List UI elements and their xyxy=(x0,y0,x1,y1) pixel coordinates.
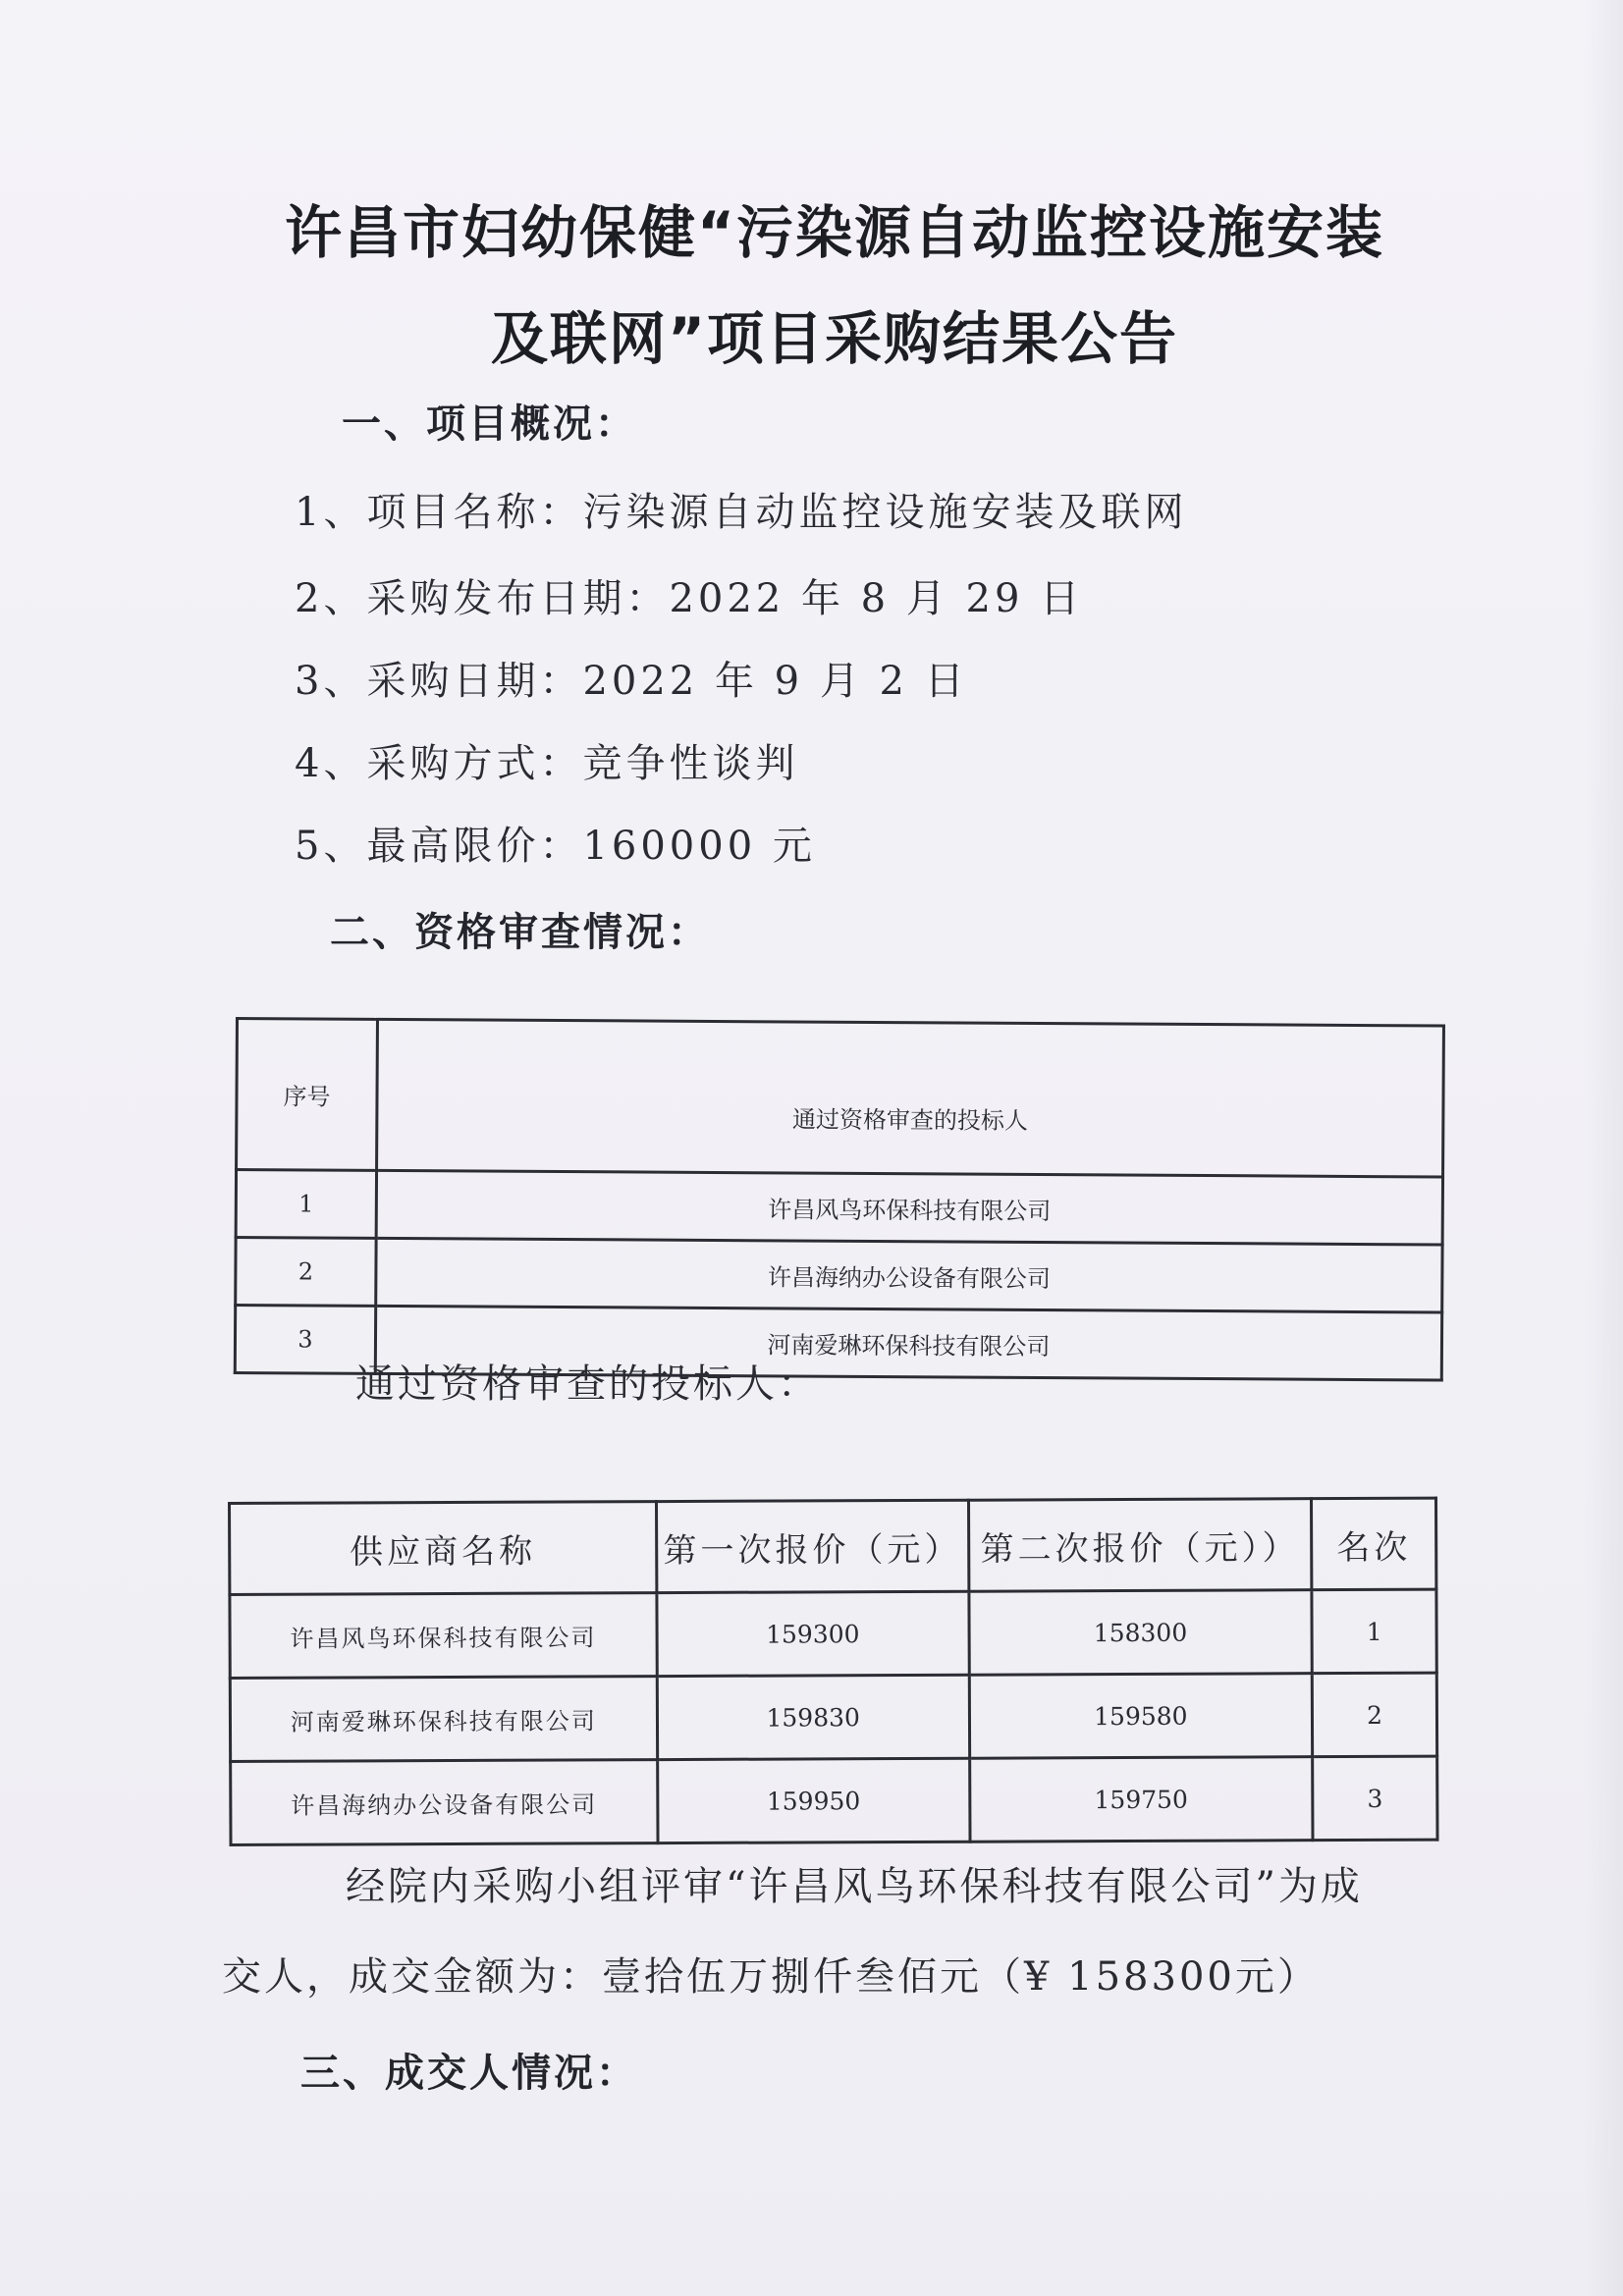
result-line-2: 交人，成交金额为：壹拾伍万捌仟叁佰元（¥ 158300元） xyxy=(222,1954,1320,2000)
scan-edge-shadow xyxy=(1584,0,1623,2296)
price-col-rank: 名次 xyxy=(1312,1498,1436,1590)
document-title-line-2: 及联网”项目采购结果公告 xyxy=(490,305,1179,372)
document-title-line-1: 许昌市妇幼保健“污染源自动监控设施安装 xyxy=(284,199,1385,266)
row-bidder: 许昌海纳办公设备有限公司 xyxy=(376,1238,1442,1312)
table-row xyxy=(231,1756,1437,1844)
price-table xyxy=(228,1497,1439,1846)
first-bid: 159830 xyxy=(657,1675,969,1759)
overview-item-purchase-date: 3、采购日期：2022 年 9 月 2 日 xyxy=(295,659,968,704)
qualified-bidders-caption: 通过资格审查的投标人： xyxy=(355,1362,820,1407)
table-row xyxy=(230,1673,1436,1761)
price-table-header xyxy=(230,1498,1436,1594)
overview-item-publish-date: 2、采购发布日期：2022 年 8 月 29 日 xyxy=(295,576,1084,621)
qualification-table xyxy=(234,1017,1445,1382)
first-bid: 159950 xyxy=(657,1758,969,1842)
second-bid: 159750 xyxy=(969,1757,1313,1842)
row-index: 3 xyxy=(235,1306,375,1374)
table-row xyxy=(236,1238,1442,1313)
table-row xyxy=(236,1170,1442,1246)
section-3-heading: 三、成交人情况： xyxy=(300,2051,638,2096)
table-row xyxy=(230,1589,1436,1678)
rank: 2 xyxy=(1312,1673,1436,1757)
supplier-name: 许昌海纳办公设备有限公司 xyxy=(231,1760,658,1845)
row-bidder: 河南爱琳环保科技有限公司 xyxy=(375,1306,1441,1380)
price-col-first-bid: 第一次报价（元） xyxy=(656,1500,968,1592)
price-col-supplier: 供应商名称 xyxy=(230,1502,657,1595)
result-line-1: 经院内采购小组评审“许昌风鸟环保科技有限公司”为成 xyxy=(346,1864,1363,1909)
section-1-heading: 一、项目概况： xyxy=(342,401,637,447)
supplier-name: 河南爱琳环保科技有限公司 xyxy=(230,1677,657,1762)
second-bid: 158300 xyxy=(969,1590,1313,1676)
qualification-table-header xyxy=(237,1019,1444,1178)
overview-item-max-price: 5、最高限价：160000 元 xyxy=(295,824,816,869)
qualification-col-index: 序号 xyxy=(237,1019,378,1171)
price-col-second-bid: 第二次报价（元）） xyxy=(968,1499,1312,1592)
supplier-name: 许昌风鸟环保科技有限公司 xyxy=(230,1593,657,1679)
row-bidder: 许昌风鸟环保科技有限公司 xyxy=(376,1170,1442,1245)
second-bid: 159580 xyxy=(969,1674,1313,1759)
row-index: 1 xyxy=(236,1170,376,1239)
overview-item-name: 1、项目名称：污染源自动监控设施安装及联网 xyxy=(295,490,1188,535)
first-bid: 159300 xyxy=(657,1591,969,1676)
section-2-heading: 二、资格审查情况： xyxy=(330,910,710,955)
row-index: 2 xyxy=(236,1238,376,1307)
rank: 1 xyxy=(1312,1589,1436,1674)
overview-item-method: 4、采购方式：竞争性谈判 xyxy=(295,741,799,786)
rank: 3 xyxy=(1313,1756,1437,1841)
qualification-col-bidder: 通过资格审查的投标人 xyxy=(377,1019,1444,1177)
